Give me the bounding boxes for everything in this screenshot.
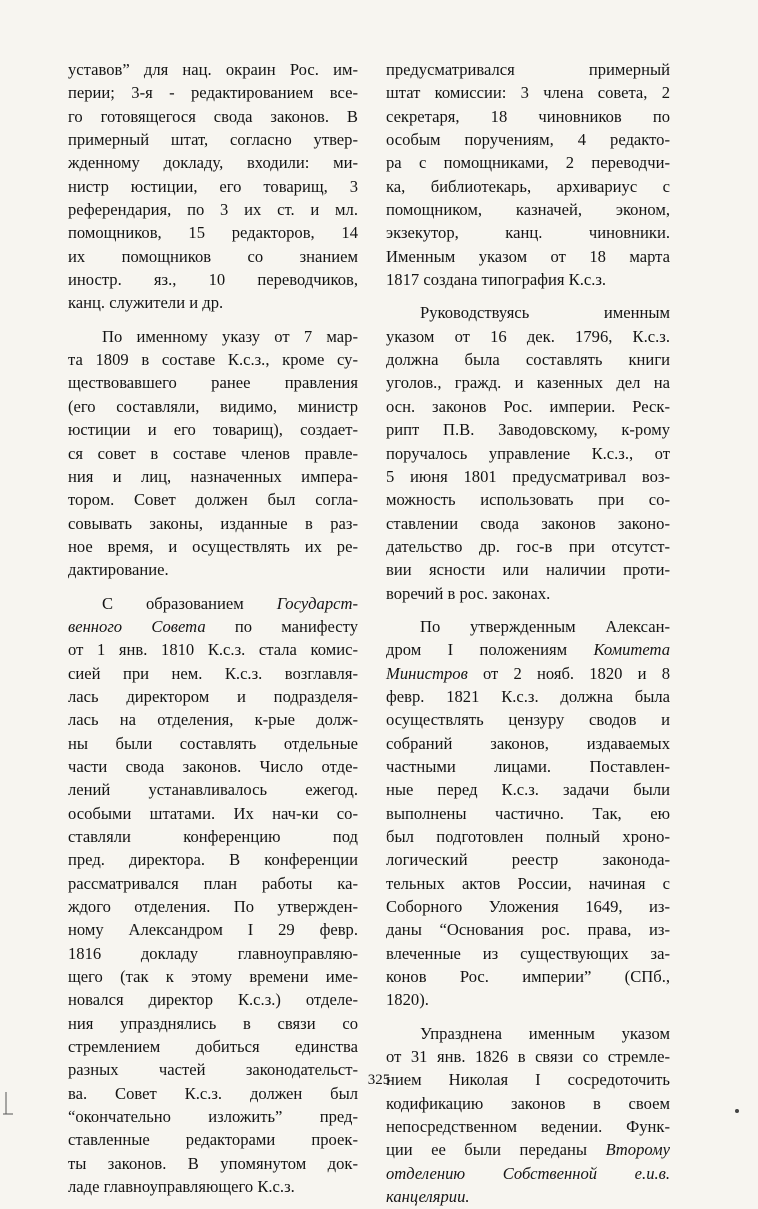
text-line: секретаря, 18 чиновников по xyxy=(386,106,670,126)
text-line: 1817 создана типография К.с.з. xyxy=(386,270,607,290)
text-line: поручалось управление К.с.з., от xyxy=(386,443,670,463)
text-line: помощником, казначей, эконом, xyxy=(386,200,670,220)
text-line: ждого отделения. По утвержден- xyxy=(68,897,358,917)
text-line: логический реестр законода- xyxy=(386,850,670,870)
text-line: ному Александром I 29 февр. xyxy=(68,920,358,940)
text-line: сией при нем. К.с.з. возглавля- xyxy=(68,663,358,683)
text-line: стремлением добиться единства xyxy=(68,1037,358,1057)
text-line: ния упразднялись в связи со xyxy=(68,1013,358,1033)
text-line: частными лицами. Поставлен- xyxy=(386,756,670,776)
text-line: особым поручениям, 4 редакто- xyxy=(386,130,670,150)
text-line: ные перед К.с.з. задачи были xyxy=(386,780,670,800)
text-line: нистр юстиции, его товарищ, 3 xyxy=(68,176,358,196)
text-line: отделению Собственной е.и.в. xyxy=(386,1163,670,1183)
text-line: вии ясности или наличии проти- xyxy=(386,560,670,580)
text-line: рассматривался план работы ка- xyxy=(68,873,358,893)
text-line: предусматривался примерный xyxy=(386,60,670,79)
text-line: от 31 янв. 1826 в связи со стремле- xyxy=(386,1047,670,1067)
paragraph xyxy=(68,58,358,315)
text-line: перии; 3-я - редактированием все- xyxy=(68,83,358,103)
text-line: был подготовлен полный хроно- xyxy=(386,827,670,846)
text-line: от 1 янв. 1810 К.с.з. стала комис- xyxy=(68,640,358,660)
text-line: ставлении свода законов законо- xyxy=(386,513,670,533)
text-line: ное время, и осуществлять их ре- xyxy=(68,536,358,556)
paragraph xyxy=(386,615,670,1012)
text-line: ции ее были переданы Второму xyxy=(386,1140,670,1160)
text-line: указом от 16 дек. 1796, К.с.з. xyxy=(386,326,670,346)
text-line: ния и лиц, назначенных импера- xyxy=(68,466,358,486)
text-line: го готовящегося свода законов. В xyxy=(68,106,358,126)
text-line: жденному докладу, входили: ми- xyxy=(68,153,358,173)
text-line: можность использовать при со- xyxy=(386,490,670,510)
text-line: конов Рос. империи” (СПб., xyxy=(386,967,670,987)
text-line: ты законов. В упомянутом док- xyxy=(68,1153,358,1173)
text-line: разных частей законодательст- xyxy=(68,1060,358,1080)
text-line: тельных актов России, начиная с xyxy=(386,873,670,893)
text-line: рипт П.В. Заводовскому, к-рому xyxy=(386,420,670,440)
text-line: лений устанавливалось ежегод. xyxy=(68,780,358,800)
text-line: нием Николая I сосредоточить xyxy=(386,1070,670,1090)
text-line: февр. 1821 К.с.з. должна была xyxy=(386,686,670,706)
text-line: венного Совета по манифесту xyxy=(68,616,358,636)
text-line: Именным указом от 18 марта xyxy=(386,246,670,266)
text-line: помощников, 15 редакторов, 14 xyxy=(68,223,358,243)
text-line: дактирование. xyxy=(68,560,169,580)
text-line: Руководствуясь именным xyxy=(420,303,670,323)
text-line: “окончательно изложить” пред- xyxy=(68,1107,358,1127)
text-line: ся совет в составе членов правле- xyxy=(68,443,358,463)
right-text-column xyxy=(386,58,670,1209)
text-line: должна была составлять книги xyxy=(386,350,670,370)
text-line: особыми штатами. Их нач-ки со- xyxy=(68,803,358,823)
text-line: части свода законов. Число отде- xyxy=(68,756,358,776)
page-number: 325 xyxy=(367,1072,391,1088)
text-line: уголов., гражд. и казенных дел на xyxy=(386,373,670,393)
text-line: 1816 докладу главноуправляю- xyxy=(68,943,358,963)
text-line: собраний законов, издаваемых xyxy=(386,733,670,753)
text-line: воречий в рос. законах. xyxy=(386,583,551,603)
text-line: Соборного Уложения 1649, из- xyxy=(386,897,670,917)
text-line: щего (так к этому времени име- xyxy=(68,967,358,987)
text-line: ра с помощниками, 2 переводчи- xyxy=(386,153,670,173)
text-line: юстиции и его товарищ), создает- xyxy=(68,420,358,440)
text-line: лась директором и подразделя- xyxy=(68,686,358,706)
scan-speck-icon xyxy=(732,1106,742,1116)
text-line: канц. служители и др. xyxy=(68,293,224,313)
text-line: (его составляли, видимо, министр xyxy=(68,396,358,416)
text-line: тором. Совет должен был согла- xyxy=(68,490,358,510)
text-line: дательство др. гос-в при отсутст- xyxy=(386,536,670,556)
text-line: ладе главноуправляющего К.с.з. xyxy=(68,1177,295,1197)
text-line: канцелярии. xyxy=(386,1187,470,1207)
paragraph xyxy=(68,325,358,582)
text-line: Министров от 2 нояб. 1820 и 8 xyxy=(386,663,670,683)
text-line: Упразднена именным указом xyxy=(420,1023,670,1043)
text-line: экзекутор, канц. чиновники. xyxy=(386,223,670,243)
text-line: С образованием Государст- xyxy=(102,593,358,613)
text-line: уставов” для нац. окраин Рос. им- xyxy=(68,60,358,79)
text-line: даны “Основания рос. права, из- xyxy=(386,920,670,940)
text-line: та 1809 в составе К.с.з., кроме су- xyxy=(68,350,358,370)
text-line: По именному указу от 7 мар- xyxy=(102,326,358,346)
text-line: 1820). xyxy=(386,990,429,1010)
text-line: ставляли конференцию под xyxy=(68,827,358,846)
paragraph xyxy=(386,58,670,291)
text-line: ны были составлять отдельные xyxy=(68,733,358,753)
text-line: ществовавшего ранее правления xyxy=(68,373,358,393)
text-line: осуществлять цензуру сводов и xyxy=(386,710,670,730)
text-line: новался директор К.с.з.) отделе- xyxy=(68,990,358,1010)
paragraph xyxy=(386,1022,670,1209)
left-text-column xyxy=(68,58,358,1199)
paragraph xyxy=(68,592,358,1199)
text-line: По утвержденным Алексан- xyxy=(420,616,670,636)
scan-edge-mark-icon xyxy=(2,1092,14,1118)
text-line: референдария, по 3 их ст. и мл. xyxy=(68,200,358,220)
text-line: влеченные из существующих за- xyxy=(386,943,670,963)
text-line: штат комиссии: 3 члена совета, 2 xyxy=(386,83,670,103)
text-line: ва. Совет К.с.з. должен был xyxy=(68,1083,358,1103)
text-line: иностр. яз., 10 переводчиков, xyxy=(68,270,358,290)
text-line: осн. законов Рос. империи. Реск- xyxy=(386,396,670,416)
text-line: кодификацию законов в своем xyxy=(386,1093,670,1113)
text-line: ка, библиотекарь, архивариус с xyxy=(386,176,670,196)
text-line: совывать законы, изданные в раз- xyxy=(68,513,358,533)
text-line: их помощников со знанием xyxy=(68,246,358,266)
text-line: выполнены частично. Так, ею xyxy=(386,803,670,823)
text-line: 5 июня 1801 предусматривал воз- xyxy=(386,466,670,486)
text-line: пред. директора. В конференции xyxy=(68,850,358,870)
text-line: лась на отделения, к-рые долж- xyxy=(68,710,358,730)
text-line: дром I положениям Комитета xyxy=(386,640,670,660)
text-line: непосредственном ведении. Функ- xyxy=(386,1117,670,1137)
text-line: примерный штат, согласно утвер- xyxy=(68,130,358,150)
paragraph xyxy=(386,301,670,604)
text-line: ставленные редакторами проек- xyxy=(68,1130,358,1150)
